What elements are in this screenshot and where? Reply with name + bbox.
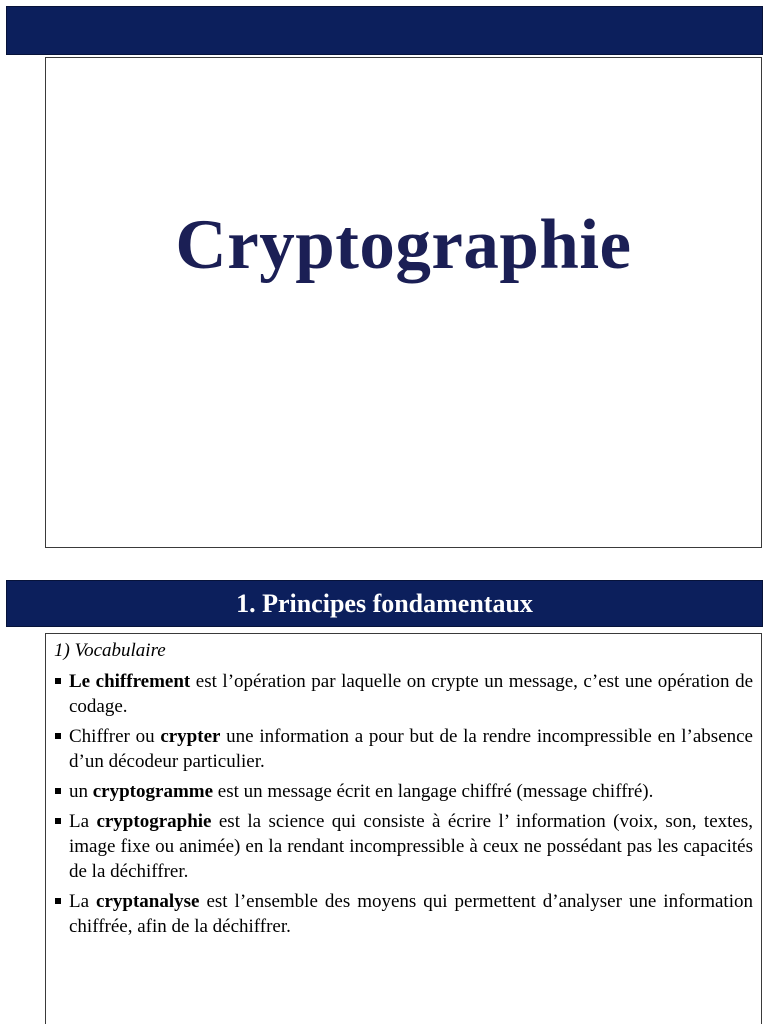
bullet-text: est un message écrit en langage chiffré (message chiffré). — [213, 781, 654, 802]
bullet-term: crypter — [160, 726, 221, 747]
bullet-text: La — [69, 811, 97, 832]
bullet-text: est la science qui consiste à écrire l’ information (voix, son, textes, image fixe ou animée) en la rendant incompressible à ceux ne possédant pas les capacités de la déchiffrer. — [69, 811, 753, 882]
slide2-subtitle: 1) Vocabulaire — [54, 640, 166, 661]
bullet-text: La — [69, 891, 97, 912]
bullet-item — [54, 889, 753, 939]
bullet-text: est l’ensemble des moyens qui permettent d’analyser une information chiffrée, afin de la déchiffrer. — [69, 891, 753, 937]
bullet-item — [54, 669, 753, 719]
slide2-content-frame — [45, 633, 762, 1024]
slide2-header-bar — [6, 580, 763, 627]
bullet-term: cryptographie — [96, 811, 212, 832]
bullet-square-icon — [55, 898, 61, 904]
bullet-square-icon — [55, 678, 61, 684]
bullet-item — [54, 724, 753, 774]
slide1-header-bar — [6, 6, 763, 55]
bullet-square-icon — [55, 788, 61, 794]
bullet-text: Chiffrer ou — [69, 726, 161, 747]
bullet-text: une information a pour but de la rendre incompressible en l’absence d’un décodeur particulier. — [69, 726, 753, 772]
bullet-term: cryptogramme — [92, 781, 214, 802]
bullet-square-icon — [55, 818, 61, 824]
slide1-title-frame — [45, 57, 762, 548]
slide1-title: Cryptographie — [175, 206, 632, 284]
bullet-term: cryptanalyse — [96, 891, 200, 912]
bullet-term: Le chiffrement — [69, 671, 191, 692]
bullet-square-icon — [55, 733, 61, 739]
bullet-item — [54, 809, 753, 884]
bullet-item — [54, 779, 753, 804]
bullet-text: un — [69, 781, 93, 802]
bullet-list — [54, 669, 753, 939]
slide2-heading: 1. Principes fondamentaux — [236, 588, 533, 618]
bullet-text: est l’opération par laquelle on crypte un message, c’est une opération de codage. — [69, 671, 753, 717]
